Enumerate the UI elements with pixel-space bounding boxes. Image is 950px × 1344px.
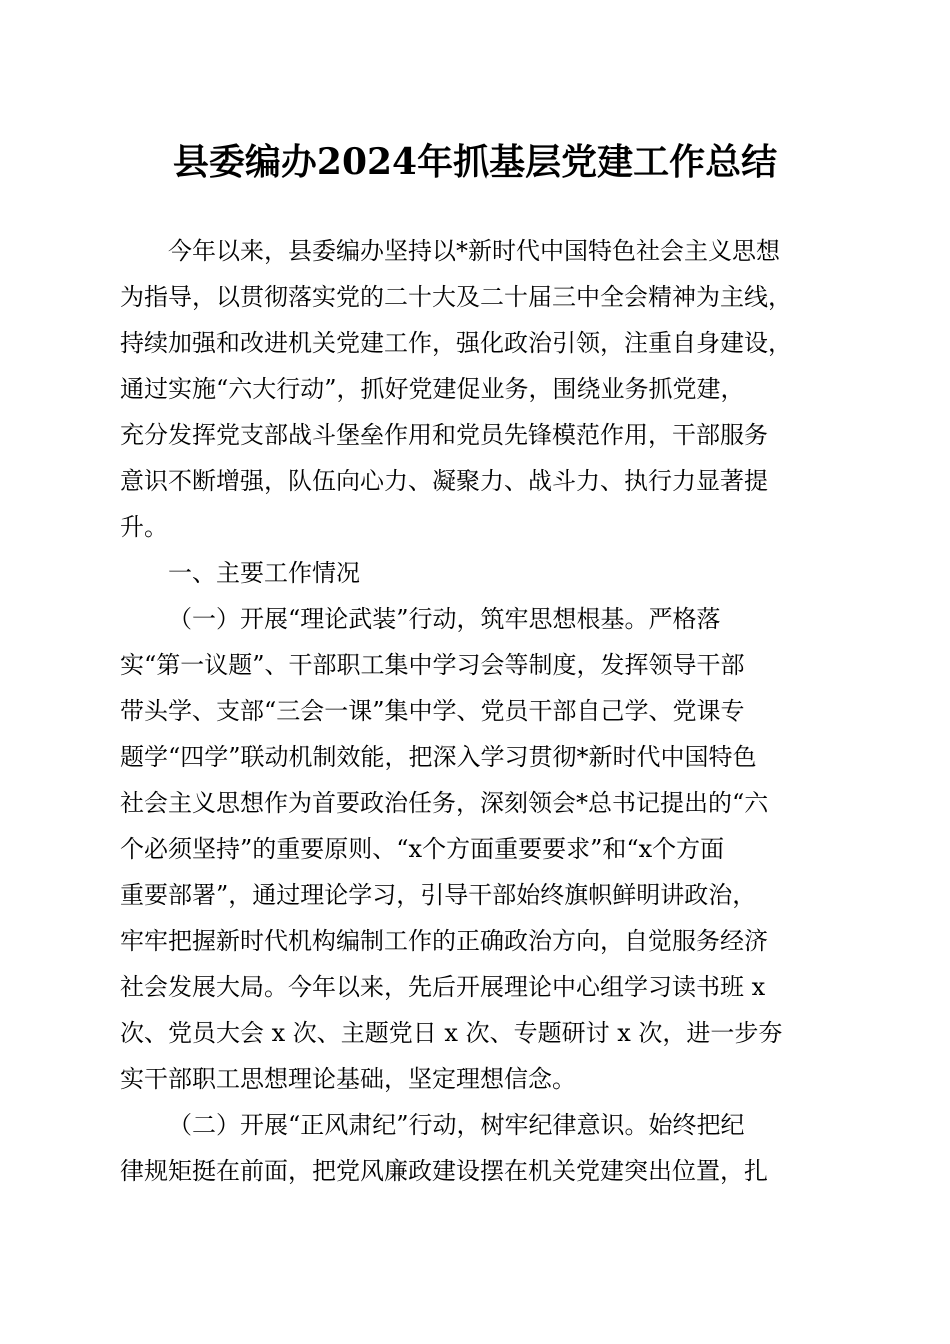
paragraph-line: 个必须坚持”的重要原则、“x个方面重要要求”和“x个方面 (120, 835, 725, 863)
document-title: 县委编办2024年抓基层党建工作总结 (172, 141, 778, 183)
paragraph-line: 社会发展大局。今年以来，先后开展理论中心组学习读书班 x (120, 973, 766, 1001)
paragraph-line: 律规矩挺在前面，把党风廉政建设摆在机关党建突出位置，扎 (120, 1157, 768, 1185)
paragraph-line: （一）开展“理论武装”行动，筑牢思想根基。严格落 (168, 605, 721, 633)
paragraph-line: 牢牢把握新时代机构编制工作的正确政治方向，自觉服务经济 (120, 927, 768, 955)
paragraph-line: 持续加强和改进机关党建工作，强化政治引领，注重自身建设， (120, 329, 792, 357)
paragraph-line: 次、党员大会 x 次、主题党日 x 次、专题研讨 x 次，进一步夯 (120, 1019, 783, 1047)
document-body (120, 228, 836, 1194)
paragraph-line: 实干部职工思想理论基础，坚定理想信念。 (120, 1065, 576, 1093)
section-heading: 一、主要工作情况 (168, 559, 360, 587)
paragraph-line: 今年以来，县委编办坚持以*新时代中国特色社会主义思想 (168, 237, 780, 265)
paragraph-line: 社会主义思想作为首要政治任务，深刻领会*总书记提出的“六 (120, 789, 769, 817)
paragraph-line: 升。 (120, 513, 168, 541)
paragraph-line: 通过实施“六大行动”，抓好党建促业务，围绕业务抓党建， (120, 375, 745, 403)
paragraph-line: 为指导，以贯彻落实党的二十大及二十届三中全会精神为主线， (120, 283, 792, 311)
paragraph-line: 带头学、支部“三会一课”集中学、党员干部自己学、党课专 (120, 697, 745, 725)
paragraph-line: 实“第一议题”、干部职工集中学习会等制度，发挥领导干部 (120, 651, 745, 679)
paragraph-line: 充分发挥党支部战斗堡垒作用和党员先锋模范作用，干部服务 (120, 421, 768, 449)
paragraph-line: 意识不断增强，队伍向心力、凝聚力、战斗力、执行力显著提 (120, 467, 768, 495)
paragraph-line: 题学“四学”联动机制效能，把深入学习贯彻*新时代中国特色 (120, 743, 757, 771)
paragraph-line: （二）开展“正风肃纪”行动，树牢纪律意识。始终把纪 (168, 1111, 745, 1139)
paragraph-line: 重要部署”，通过理论学习，引导干部始终旗帜鲜明讲政治， (120, 881, 757, 909)
